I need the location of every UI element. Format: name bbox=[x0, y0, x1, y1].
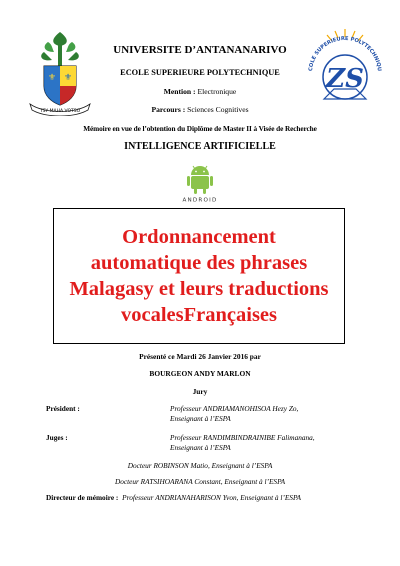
android-robot-icon bbox=[187, 166, 213, 194]
juge-3-name: Docteur RATSIHOARANA Constant, Enseignant à l’ESPA bbox=[114, 477, 286, 486]
presented-line: Présenté ce Mardi 26 Janvier 2016 par bbox=[139, 352, 261, 361]
president-name: Professeur ANDRIAMANOHISOA Hezy Zo, Enseignant à l’ESPA bbox=[170, 404, 299, 423]
director-label: Directeur de mémoire : bbox=[46, 493, 119, 502]
school-name: ECOLE SUPERIEURE POLYTECHNIQUE bbox=[120, 68, 280, 77]
juges-label: Juges : bbox=[46, 433, 68, 442]
title-line-4: vocalesFrançaises bbox=[121, 304, 277, 326]
polytechnic-arc-text: COLE SUPERIEURE POLYTECHNIQU bbox=[308, 35, 382, 72]
thesis-title-box bbox=[53, 208, 345, 344]
president-label: Président : bbox=[46, 404, 80, 413]
juge-2-name: Docteur ROBINSON Matio, Enseignant à l’ESPA bbox=[127, 461, 273, 470]
title-line-1: Ordonnancement bbox=[122, 226, 276, 248]
parcours-label: Parcours : bbox=[151, 105, 188, 114]
mention-line bbox=[0, 87, 400, 96]
title-line-2: automatique des phrases bbox=[90, 252, 308, 274]
seal-motto: TSY MAHA VOTSO bbox=[39, 109, 81, 114]
mention-label: Mention : bbox=[163, 87, 198, 96]
svg-text:⚜: ⚜ bbox=[63, 73, 73, 83]
jury-heading: Jury bbox=[192, 387, 208, 396]
android-logo bbox=[175, 163, 225, 203]
university-name: UNIVERSITE D’ANTANANARIVO bbox=[113, 44, 287, 56]
parcours-value: Sciences Cognitives bbox=[187, 105, 249, 114]
polytechnic-letters: ZS bbox=[326, 64, 364, 94]
mention-value: Electronique bbox=[197, 87, 237, 96]
director-line bbox=[46, 493, 301, 503]
title-line-3: Malagasy et leurs traductions bbox=[69, 278, 329, 300]
author-name: BOURGEON ANDY MARLON bbox=[149, 369, 251, 378]
juge-1-name: Professeur RANDIMBINDRAINIBE Falimanana, Enseignant à l’ESPA bbox=[170, 433, 315, 452]
svg-text:⚜: ⚜ bbox=[47, 73, 57, 83]
memoire-line: Mémoire en vue de l’obtention du Diplôme de Master II à Visée de Recherche bbox=[83, 124, 317, 133]
android-wordmark: ANDROID bbox=[182, 197, 218, 203]
parcours-line bbox=[0, 105, 400, 114]
specialty-heading: INTELLIGENCE ARTIFICIELLE bbox=[124, 141, 276, 152]
director-name: Professeur ANDRIANAHARISON Yvon, Enseignant à l’ESPA bbox=[122, 493, 301, 502]
